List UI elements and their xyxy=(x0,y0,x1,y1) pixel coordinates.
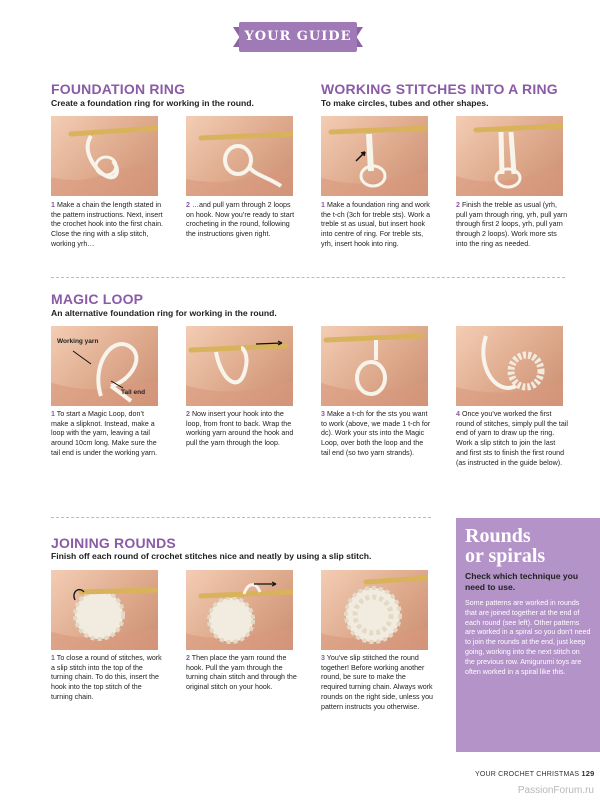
step-number: 2 xyxy=(456,201,460,209)
magic-caption-4 xyxy=(456,410,568,468)
step-text: Then place the yarn round the hook. Pull the yarn through the turning chain stitch and through the original stitch on your hook. xyxy=(186,654,297,692)
watermark: PassionForum.ru xyxy=(517,785,594,796)
divider xyxy=(51,517,431,518)
joining-photo-3 xyxy=(321,570,428,650)
magic-caption-1 xyxy=(51,410,163,459)
joining-photo-1 xyxy=(51,570,158,650)
crochet-photo-icon xyxy=(186,326,293,406)
step-number: 2 xyxy=(186,654,190,662)
working-caption-2 xyxy=(456,201,568,250)
joining-photo-2 xyxy=(186,570,293,650)
step-number: 2 xyxy=(186,201,190,209)
panel-subtitle: Check which technique you need to use. xyxy=(465,571,579,592)
step-number: 1 xyxy=(51,201,55,209)
panel-body: Some patterns are worked in rounds that are joined together at the end of each round (see left). Other patterns are worked in a spiral so you don’t need to join the rounds at the end, just keep going, working into the next stitch on the previous row. Amigurumi toys are often worked in a spiral like this. xyxy=(465,599,591,676)
joining-caption-2 xyxy=(186,654,298,693)
joining-subtitle: Finish off each round of crochet stitches nice and neatly by using a slip stitch. xyxy=(51,551,372,561)
crochet-photo-icon xyxy=(186,116,293,196)
step-number: 1 xyxy=(51,410,55,418)
foundation-caption-1 xyxy=(51,201,163,250)
rounds-or-spirals-panel xyxy=(456,518,600,752)
joining-caption-3 xyxy=(321,654,433,712)
step-number: 2 xyxy=(186,410,190,418)
working-subtitle: To make circles, tubes and other shapes. xyxy=(321,98,489,108)
step-text: Make a chain the length stated in the pattern instructions. Next, insert the crochet hook into the first chain. Close the ring with a slip stitch, working yrh… xyxy=(51,201,163,248)
step-text: Make a foundation ring and work the t-ch (3ch for treble sts). Work a treble st as usual, but insert hook into centre of ring. For treble sts, yrh, insert hook into ring. xyxy=(321,201,431,248)
magic-photo-1 xyxy=(51,326,158,406)
working-photo-1 xyxy=(321,116,428,196)
joining-caption-1 xyxy=(51,654,163,703)
step-number: 4 xyxy=(456,410,460,418)
working-caption-1 xyxy=(321,201,433,250)
step-number: 3 xyxy=(321,654,325,662)
crochet-photo-icon xyxy=(456,116,563,196)
step-text: Finish the treble as usual (yrh, pull yarn through ring, yrh, pull yarn through first 2 loops, yrh, pull yarn through 2 loops). Work more sts into the ring as needed. xyxy=(456,201,568,248)
magic-photo-3 xyxy=(321,326,428,406)
crochet-photo-icon xyxy=(51,116,158,196)
foundation-caption-2 xyxy=(186,201,298,240)
step-text: To start a Magic Loop, don’t make a slipknot. Instead, make a loop with the yarn, leaving a tail around 10cm long. Make sure the tail end is under the working yarn. xyxy=(51,410,158,457)
step-number: 1 xyxy=(321,201,325,209)
crochet-photo-icon xyxy=(456,326,563,406)
magic-title: MAGIC LOOP xyxy=(51,291,144,307)
page-footer xyxy=(475,769,595,778)
magic-caption-2 xyxy=(186,410,298,449)
crochet-photo-icon xyxy=(186,570,293,650)
crochet-photo-icon xyxy=(321,570,428,650)
step-text: You’ve slip stitched the round together! Before working another round, be sure to make the required turning chain. Always work rounds on the right side, unless you pattern instructs you otherwise. xyxy=(321,654,433,711)
page-number: 129 xyxy=(581,769,595,778)
panel-title-line2: or spirals xyxy=(465,545,546,567)
magic-subtitle: An alternative foundation ring for working in the round. xyxy=(51,308,277,318)
step-number: 3 xyxy=(321,410,325,418)
magazine-name: YOUR CROCHET CHRISTMAS xyxy=(475,771,580,778)
step-text: Make a t-ch for the sts you want to work (above, we made 1 t-ch for dc). Work your sts into the Magic Loop, over both the loop and the tail end (so two yarn strands). xyxy=(321,410,431,457)
magic-caption-3 xyxy=(321,410,433,459)
panel-title-line1: Rounds xyxy=(465,525,531,547)
foundation-title: FOUNDATION RING xyxy=(51,81,186,97)
foundation-subtitle: Create a foundation ring for working in the round. xyxy=(51,98,254,108)
foundation-photo-2 xyxy=(186,116,293,196)
step-number: 1 xyxy=(51,654,55,662)
foundation-photo-1 xyxy=(51,116,158,196)
banner-label: YOUR GUIDE xyxy=(244,29,352,44)
working-yarn-label: Working yarn xyxy=(57,338,99,345)
working-title: WORKING STITCHES INTO A RING xyxy=(321,81,558,97)
step-text: Now insert your hook into the loop, from front to back. Wrap the working yarn around the hook and pull the yarn through the loop. xyxy=(186,410,294,448)
step-text: …and pull yarn through 2 loops on hook. Now you’re ready to start crocheting in the round, following the instructions given right. xyxy=(186,201,295,239)
magic-photo-4 xyxy=(456,326,563,406)
crochet-photo-icon xyxy=(51,326,158,406)
magic-photo-2 xyxy=(186,326,293,406)
joining-title: JOINING ROUNDS xyxy=(51,535,176,551)
step-text: To close a round of stitches, work a slip stitch into the top of the turning chain. To do this, insert the hook into the top stitch of the turning chain. xyxy=(51,654,162,701)
working-photo-2 xyxy=(456,116,563,196)
step-text: Once you’ve worked the first round of stitches, simply pull the tail end of yarn to draw up the ring. Work a slip stitch to join the last and first sts to finish the first round (as instructed in the guide below). xyxy=(456,410,568,467)
guide-banner xyxy=(233,22,363,52)
divider xyxy=(51,277,565,278)
arrow-icon xyxy=(356,152,365,161)
crochet-photo-icon xyxy=(321,326,428,406)
crochet-photo-icon xyxy=(51,570,158,650)
tail-end-label: Tail end xyxy=(121,389,146,396)
crochet-photo-icon xyxy=(321,116,428,196)
arrow-icon xyxy=(73,351,91,364)
